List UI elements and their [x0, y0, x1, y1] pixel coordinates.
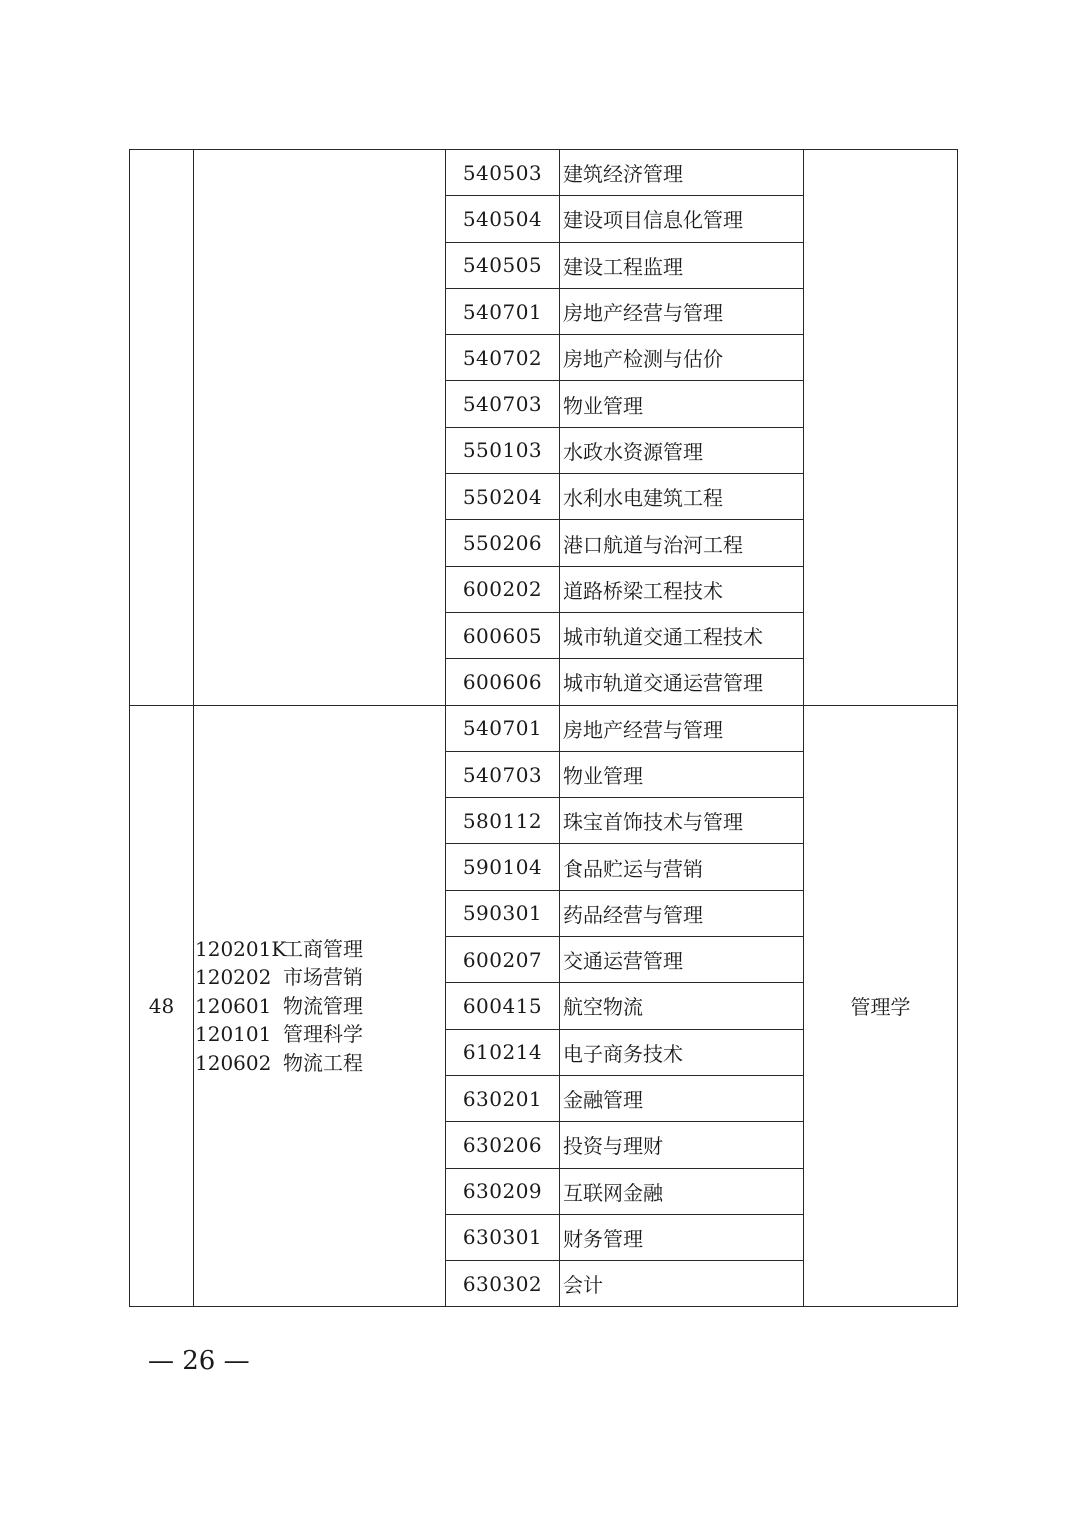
vocational-major-code: 540703	[446, 381, 560, 427]
vocational-major-code: 540701	[446, 288, 560, 334]
vocational-major-name: 电子商务技术	[560, 1029, 804, 1075]
vocational-major-name: 道路桥梁工程技术	[560, 566, 804, 612]
vocational-major-code: 540505	[446, 242, 560, 288]
vocational-major-name: 投资与理财	[560, 1122, 804, 1168]
vocational-major-code: 540702	[446, 335, 560, 381]
vocational-major-name: 水政水资源管理	[560, 427, 804, 473]
vocational-major-code: 550204	[446, 474, 560, 520]
vocational-major-name: 城市轨道交通工程技术	[560, 612, 804, 658]
table-body	[130, 150, 958, 1307]
undergrad-major-code: 120202	[195, 965, 272, 990]
vocational-major-code: 600606	[446, 659, 560, 705]
undergrad-major	[195, 935, 445, 964]
undergrad-major	[195, 1049, 445, 1078]
vocational-major-code: 590104	[446, 844, 560, 890]
vocational-major-code: 600202	[446, 566, 560, 612]
undergrad-major-list	[194, 935, 445, 1078]
vocational-major-name: 财务管理	[560, 1214, 804, 1260]
vocational-major-code: 610214	[446, 1029, 560, 1075]
undergrad-majors-cell	[194, 150, 446, 706]
undergrad-majors-cell	[194, 705, 446, 1307]
vocational-major-name: 金融管理	[560, 1075, 804, 1121]
vocational-major-code: 550103	[446, 427, 560, 473]
vocational-major-code: 630302	[446, 1261, 560, 1307]
vocational-major-name: 互联网金融	[560, 1168, 804, 1214]
vocational-major-code: 630301	[446, 1214, 560, 1260]
vocational-major-name: 房地产经营与管理	[560, 705, 804, 751]
seq-number-cell	[130, 150, 194, 706]
vocational-major-name: 交通运营管理	[560, 937, 804, 983]
vocational-major-name: 会计	[560, 1261, 804, 1307]
vocational-major-code: 630206	[446, 1122, 560, 1168]
vocational-major-name: 房地产经营与管理	[560, 288, 804, 334]
vocational-major-name: 物业管理	[560, 381, 804, 427]
table-row	[130, 705, 958, 751]
major-correspondence-table	[129, 149, 958, 1307]
discipline-category-cell	[804, 150, 958, 706]
undergrad-major-code: 120101	[195, 1022, 272, 1047]
discipline-category-cell: 管理学	[804, 705, 958, 1307]
vocational-major-name: 建设工程监理	[560, 242, 804, 288]
vocational-major-code: 630201	[446, 1075, 560, 1121]
vocational-major-code: 630209	[446, 1168, 560, 1214]
vocational-major-code: 550206	[446, 520, 560, 566]
vocational-major-name: 港口航道与治河工程	[560, 520, 804, 566]
vocational-major-code: 540503	[446, 150, 560, 196]
vocational-major-code: 540701	[446, 705, 560, 751]
vocational-major-name: 房地产检测与估价	[560, 335, 804, 381]
undergrad-major-name: 市场营销	[283, 965, 363, 990]
page-number: — 26 —	[148, 1346, 250, 1376]
seq-number-cell: 48	[130, 705, 194, 1307]
vocational-major-name: 航空物流	[560, 983, 804, 1029]
undergrad-major-name: 物流管理	[283, 993, 363, 1018]
undergrad-major	[195, 1020, 445, 1049]
vocational-major-code: 580112	[446, 798, 560, 844]
vocational-major-name: 水利水电建筑工程	[560, 474, 804, 520]
vocational-major-name: 建设项目信息化管理	[560, 196, 804, 242]
vocational-major-code: 540504	[446, 196, 560, 242]
undergrad-major-code: 120601	[195, 993, 272, 1018]
undergrad-major-name: 工商管理	[283, 936, 363, 961]
undergrad-major-code: 120602	[195, 1050, 272, 1075]
vocational-major-name: 药品经营与管理	[560, 890, 804, 936]
undergrad-major-name: 管理科学	[283, 1022, 363, 1047]
vocational-major-name: 建筑经济管理	[560, 150, 804, 196]
undergrad-major-code: 120201K	[195, 936, 287, 961]
vocational-major-code: 600605	[446, 612, 560, 658]
vocational-major-name: 食品贮运与营销	[560, 844, 804, 890]
vocational-major-code: 600415	[446, 983, 560, 1029]
vocational-major-name: 物业管理	[560, 751, 804, 797]
vocational-major-code: 540703	[446, 751, 560, 797]
undergrad-major-name: 物流工程	[283, 1050, 363, 1075]
vocational-major-name: 城市轨道交通运营管理	[560, 659, 804, 705]
undergrad-major	[195, 963, 445, 992]
undergrad-major	[195, 992, 445, 1021]
vocational-major-code: 600207	[446, 937, 560, 983]
vocational-major-code: 590301	[446, 890, 560, 936]
table-row	[130, 150, 958, 196]
vocational-major-name: 珠宝首饰技术与管理	[560, 798, 804, 844]
